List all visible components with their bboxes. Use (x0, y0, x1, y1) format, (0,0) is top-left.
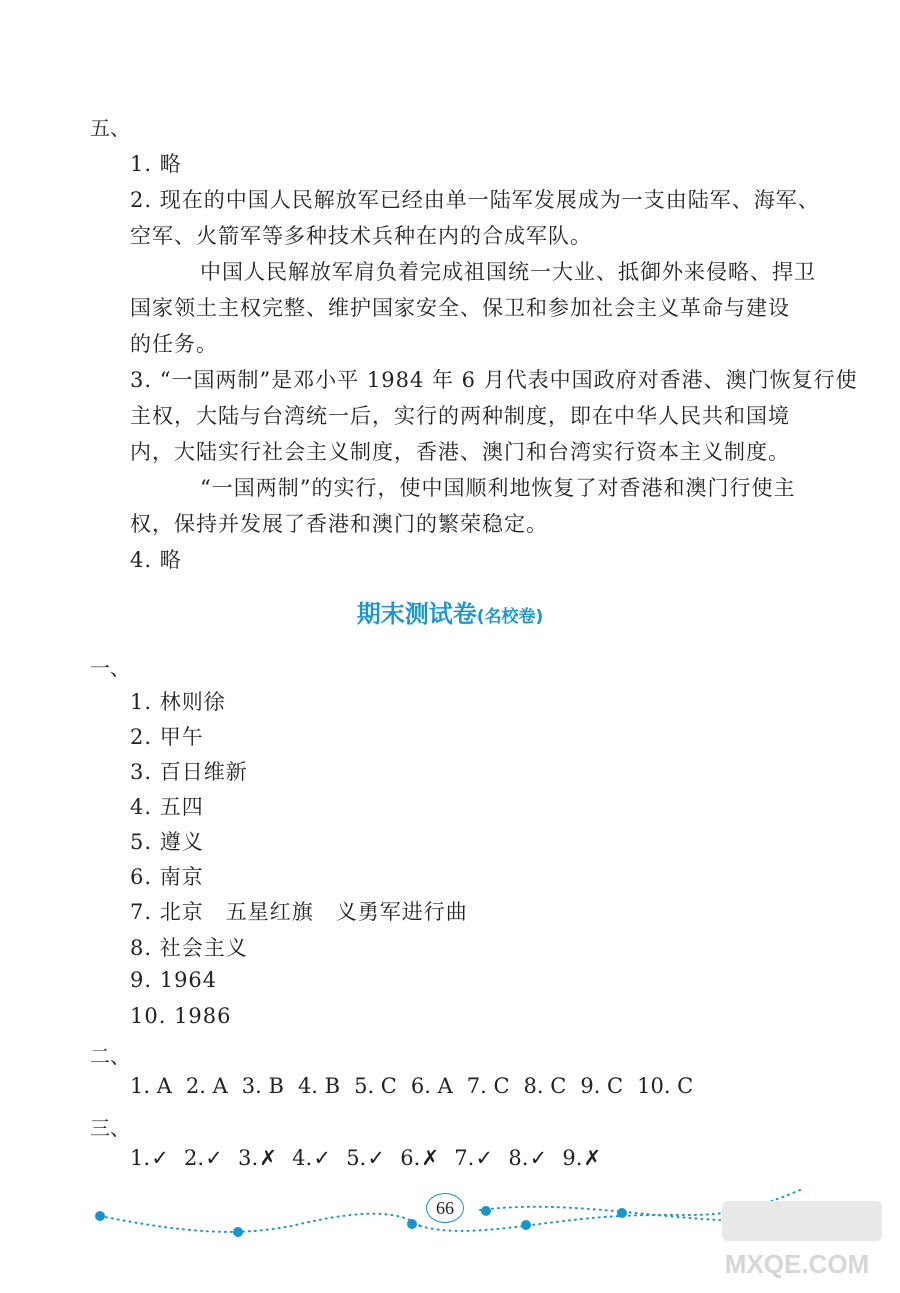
judge-num: 2. (184, 1146, 205, 1170)
section-2-heading: 二、 (90, 1044, 130, 1068)
section-3-heading: 三、 (90, 1116, 130, 1140)
choice-answer: 5. C (354, 1074, 397, 1098)
answer-1-5: 5. 遵义 (130, 830, 204, 854)
answer-5-2-para2-line-2: 国家领土主权完整、维护国家安全、保卫和参加社会主义革命与建设 (130, 296, 790, 320)
choice-answer: 2. A (185, 1074, 228, 1098)
choice-answer: 1. A (130, 1074, 172, 1098)
answer-5-4: 4. 略 (130, 548, 182, 572)
footer-dot (521, 1220, 531, 1230)
judge-num: 3. (238, 1146, 259, 1170)
check-icon: ✓ (205, 1146, 223, 1170)
site-watermark-logo (702, 1195, 892, 1285)
answer-5-2-para2-line-3: 的任务。 (130, 332, 218, 356)
exam-title (0, 594, 900, 629)
answer-5-3-line-2: 主权，大陆与台湾统一后，实行的两种制度，即在中华人民共和国境 (130, 404, 790, 428)
footer-dot (95, 1211, 105, 1221)
check-icon: ✓ (367, 1146, 386, 1170)
judge-answer (184, 1146, 224, 1170)
judge-num: 4. (292, 1146, 313, 1170)
section-5-heading: 五、 (90, 116, 130, 140)
answer-5-3-para2-line-1: “一国两制”的实行，使中国顺利地恢复了对香港和澳门行使主 (200, 476, 796, 500)
footer-dot (481, 1206, 491, 1216)
answer-1-7: 7. 北京 五星红旗 义勇军进行曲 (130, 900, 468, 924)
answer-5-2-para2-line-1: 中国人民解放军肩负着完成祖国统一大业、抵御外来侵略、捍卫 (200, 260, 816, 284)
answer-1-2: 2. 甲午 (130, 725, 204, 749)
judge-answer (454, 1146, 494, 1170)
section-2-answers (130, 1074, 707, 1098)
judge-num: 6. (400, 1146, 421, 1170)
cross-icon: ✗ (583, 1146, 602, 1170)
cross-icon: ✗ (259, 1146, 277, 1170)
choice-answer: 6. A (410, 1074, 453, 1098)
choice-answer: 9. C (580, 1074, 624, 1098)
answer-1-10: 10. 1986 (130, 1004, 232, 1028)
page-number: 66 (426, 1193, 464, 1223)
exam-title-sub: (名校卷) (476, 607, 544, 627)
judge-answer (562, 1146, 602, 1170)
section-1-heading: 一、 (90, 656, 130, 680)
answer-5-3-para2-line-2: 权，保持并发展了香港和澳门的繁荣稳定。 (130, 512, 548, 536)
answer-5-2-line-2: 空军、火箭军等多种技术兵种在内的合成军队。 (130, 224, 592, 248)
footer-dot (617, 1208, 627, 1218)
judge-answer (346, 1146, 386, 1170)
answer-5-3-line-1: 3. “一国两制”是邓小平 1984 年 6 月代表中国政府对香港、澳门恢复行使 (130, 368, 858, 392)
watermark-text: MXQE.COM (724, 1249, 870, 1279)
judge-answer (238, 1146, 278, 1170)
dotted-wave-lower (100, 1214, 420, 1232)
judge-num: 9. (562, 1146, 583, 1170)
cross-icon: ✗ (421, 1146, 440, 1170)
watermark-block (722, 1201, 882, 1241)
check-icon: ✓ (475, 1146, 494, 1170)
answer-1-4: 4. 五四 (130, 795, 204, 819)
answer-1-1: 1. 林则徐 (130, 690, 226, 714)
check-icon: ✓ (313, 1146, 331, 1170)
judge-num: 1. (130, 1146, 151, 1170)
answer-5-3-line-3: 内，大陆实行社会主义制度，香港、澳门和台湾实行资本主义制度。 (130, 440, 790, 464)
section-3-answers (130, 1146, 616, 1170)
check-icon: ✓ (151, 1146, 169, 1170)
judge-num: 5. (346, 1146, 367, 1170)
choice-answer: 10. C (637, 1074, 694, 1098)
choice-answer: 8. C (523, 1074, 567, 1098)
choice-answer: 4. B (297, 1074, 341, 1098)
judge-answer (292, 1146, 332, 1170)
judge-num: 8. (508, 1146, 529, 1170)
choice-answer: 3. B (241, 1074, 284, 1098)
answer-5-2-line-1: 2. 现在的中国人民解放军已经由单一陆军发展成为一支由陆军、海军、 (130, 188, 820, 212)
judge-answer (400, 1146, 440, 1170)
answer-1-6: 6. 南京 (130, 865, 204, 889)
footer-dot (407, 1219, 417, 1229)
choice-answer: 7. C (466, 1074, 510, 1098)
judge-answer (130, 1146, 170, 1170)
judge-num: 7. (454, 1146, 475, 1170)
exam-title-main: 期末测试卷 (356, 600, 477, 628)
answer-1-8: 8. 社会主义 (130, 936, 248, 960)
answer-1-9: 9. 1964 (130, 968, 218, 992)
check-icon: ✓ (529, 1146, 548, 1170)
answer-5-1: 1. 略 (130, 152, 182, 176)
answer-1-3: 3. 百日维新 (130, 760, 248, 784)
judge-answer (508, 1146, 548, 1170)
footer-dot (233, 1227, 243, 1237)
